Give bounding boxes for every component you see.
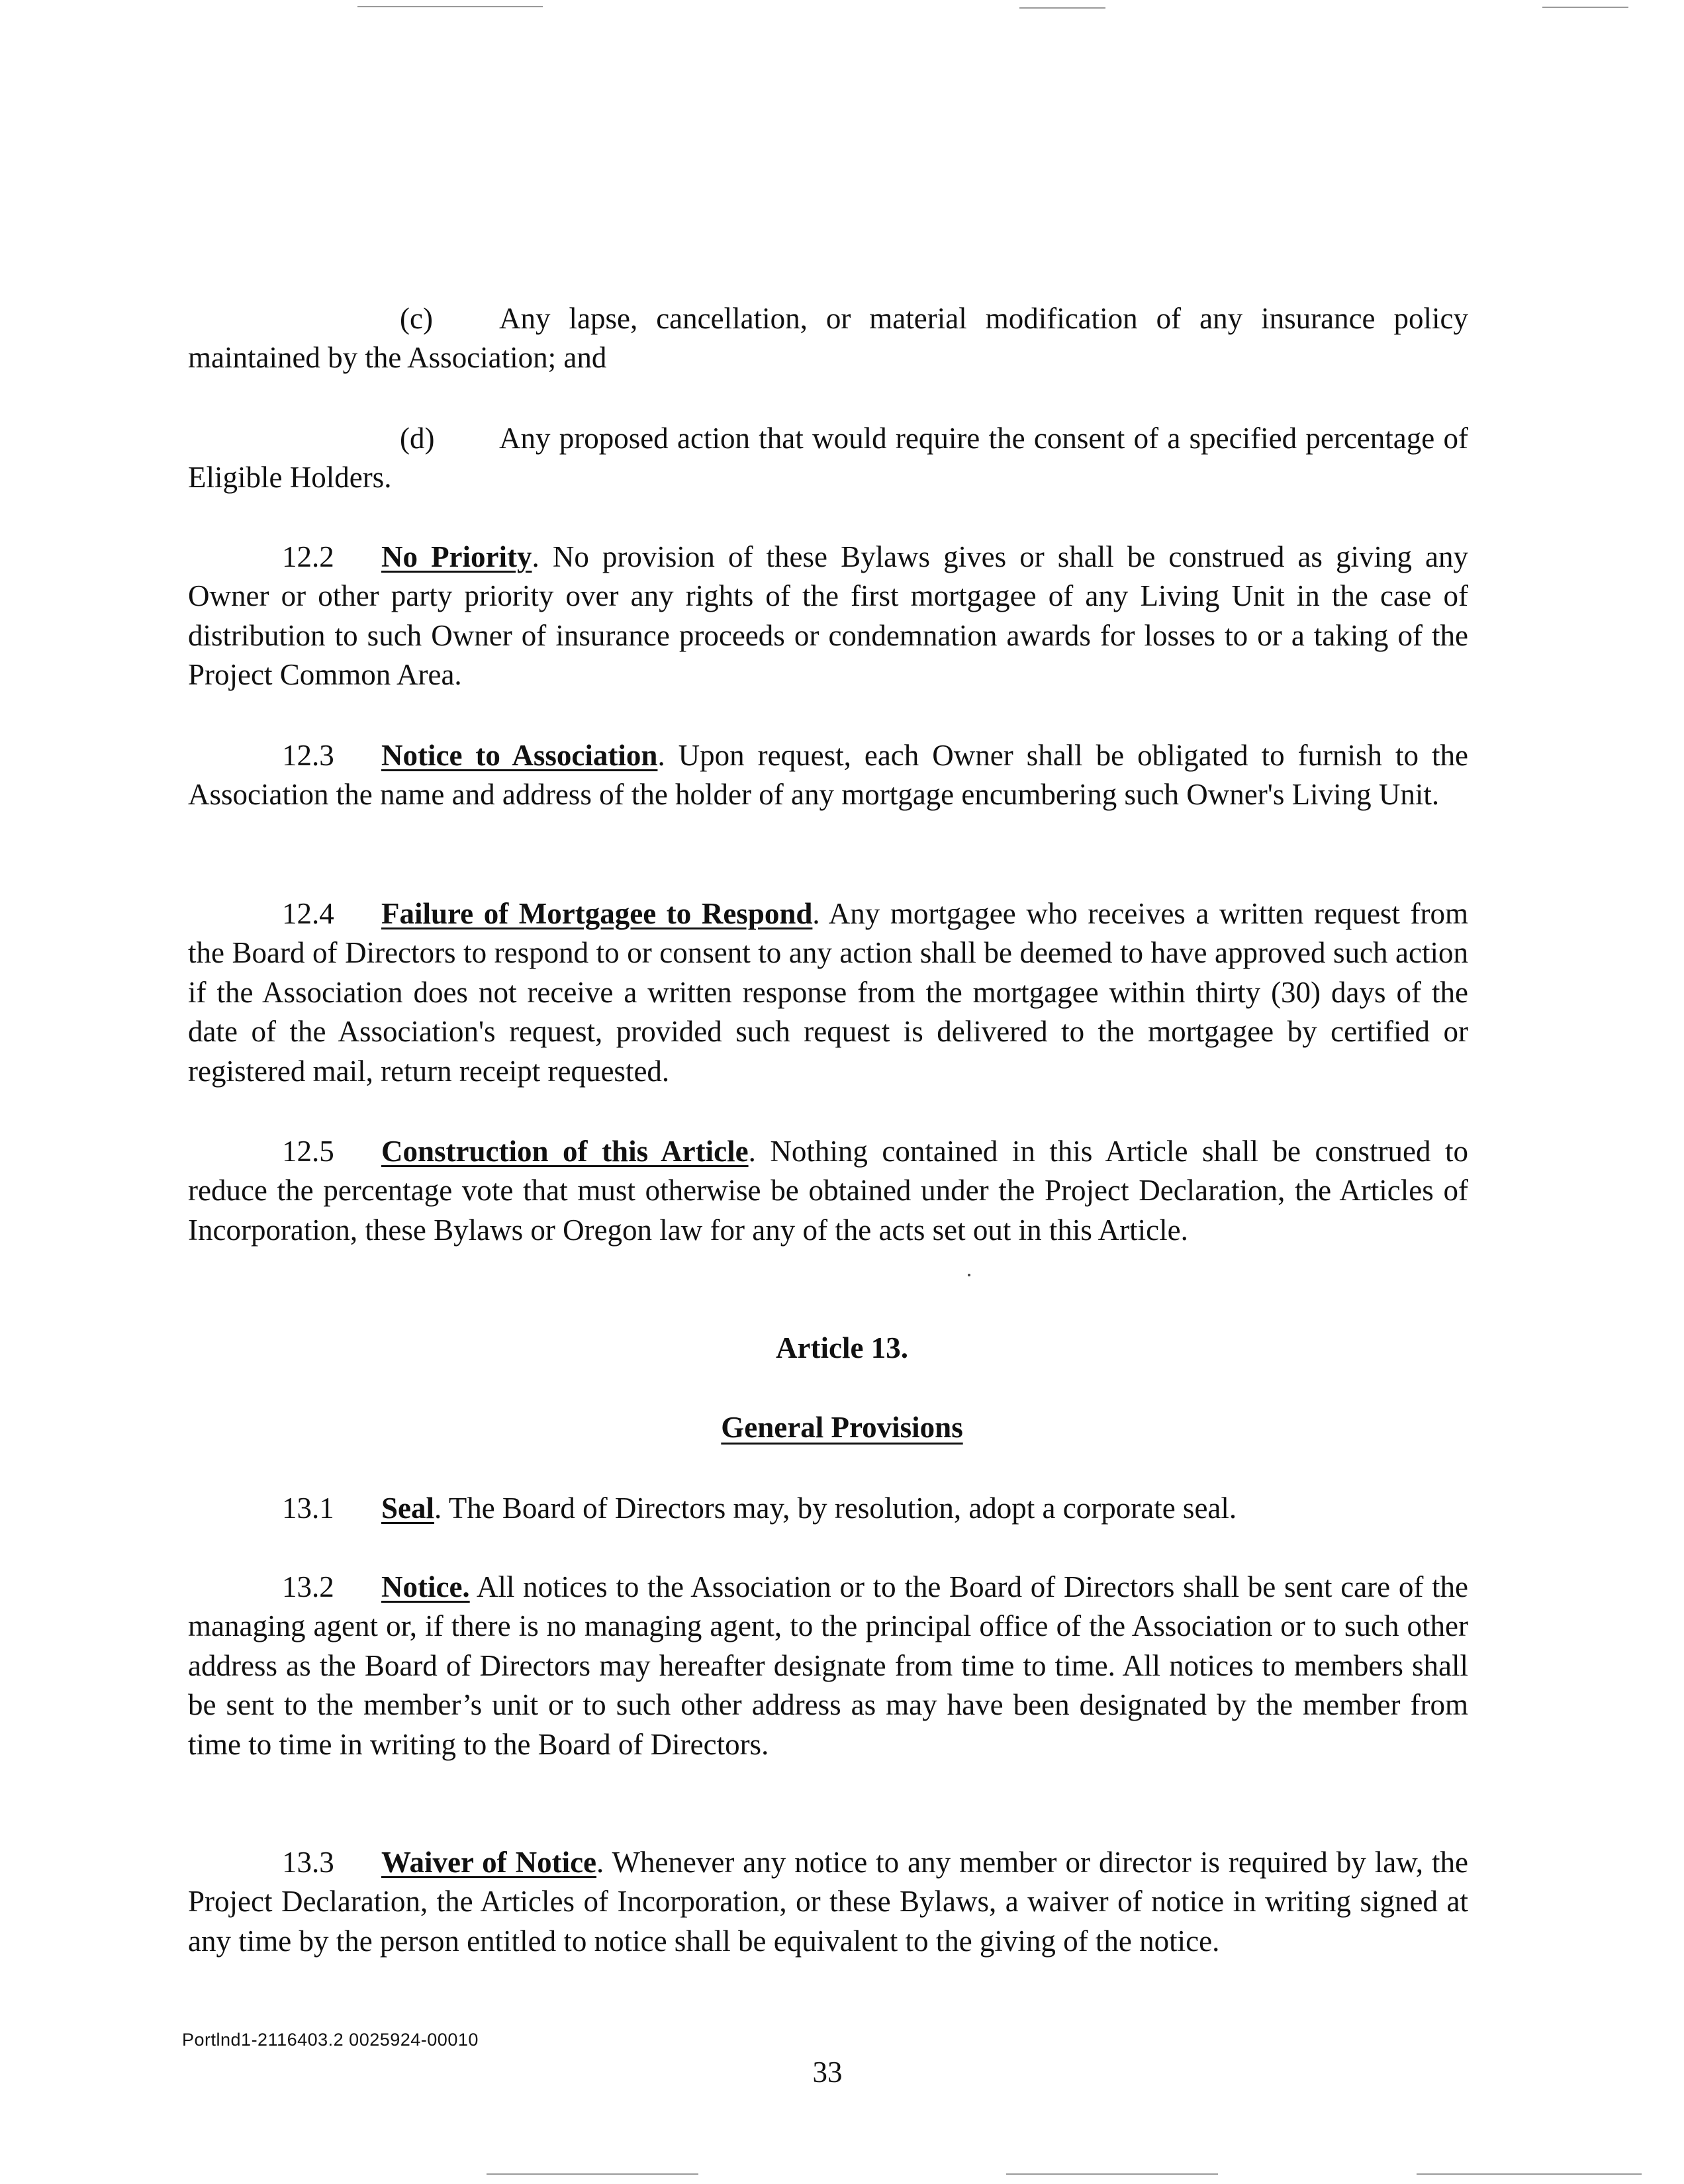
article-title: Article 13. bbox=[776, 1331, 908, 1364]
scan-artifact-top-3 bbox=[1542, 7, 1628, 8]
paragraph-number: (d) bbox=[400, 422, 435, 455]
section-text: . Whenever any notice to any member or director is required by law, the Project Declaration, the Articles of Incorporation, or these Bylaws, a waiver of notice in writing signed at any time by the person entitled to notice shall be equivalent to the giving of the notice. bbox=[188, 1846, 1468, 1958]
section-13-3 bbox=[188, 1843, 1468, 1961]
scan-speck bbox=[968, 1274, 970, 1276]
section-number: 13.2 bbox=[282, 1570, 334, 1603]
section-13-1 bbox=[188, 1489, 1468, 1528]
section-number: 12.5 bbox=[282, 1135, 334, 1168]
section-12-4 bbox=[188, 894, 1468, 1091]
section-text: . Any mortgagee who receives a written request from the Board of Directors to respond to or consent to any action shall be deemed to have approved such action if the Association does not receive a written response from the mortgagee within thirty (30) days of the date of the Association's request, provided such request is delivered to the mortgagee by certified or registered mail, return receipt requested. bbox=[188, 897, 1468, 1088]
section-heading: Failure of Mortgagee to Respond bbox=[381, 897, 813, 930]
section-number: 12.3 bbox=[282, 739, 334, 772]
section-12-5 bbox=[188, 1132, 1468, 1250]
section-heading: No Priority bbox=[381, 540, 532, 573]
paragraph-number: (c) bbox=[400, 302, 433, 335]
scan-artifact-bottom-1 bbox=[487, 2173, 698, 2175]
section-heading: Seal bbox=[381, 1492, 435, 1525]
paragraph-d bbox=[188, 419, 1468, 498]
section-heading: Notice. bbox=[381, 1570, 470, 1603]
scan-artifact-bottom-3 bbox=[1417, 2173, 1642, 2175]
section-number: 13.1 bbox=[282, 1492, 334, 1525]
scan-artifact-bottom-2 bbox=[1006, 2173, 1218, 2175]
paragraph-text: Any lapse, cancellation, or material modification of any insurance policy maintained by the Association; and bbox=[188, 302, 1468, 375]
section-number: 12.4 bbox=[282, 897, 334, 930]
scan-artifact-top-2 bbox=[1019, 7, 1105, 9]
footer-document-id: Portlnd1-2116403.2 0025924-00010 bbox=[182, 2030, 479, 2050]
section-12-3 bbox=[188, 736, 1468, 815]
section-text: . No provision of these Bylaws gives or shall be construed as giving any Owner or other party priority over any rights of the first mortgagee of any Living Unit in the case of distribution to such Owner of insurance proceeds or condemnation awards for losses to or a taking of the Project Common Area. bbox=[188, 540, 1469, 692]
scan-artifact-top-1 bbox=[357, 6, 543, 7]
paragraph-c bbox=[188, 299, 1468, 378]
section-heading: Waiver of Notice bbox=[381, 1846, 597, 1879]
section-text: . Nothing contained in this Article shall be construed to reduce the percentage vote that must otherwise be obtained under the Project Declaration, the Articles of Incorporation, these Bylaws or Oregon law for any of the acts set out in this Article. bbox=[188, 1135, 1469, 1247]
page-number: 33 bbox=[812, 2056, 843, 2089]
section-heading: Notice to Association bbox=[381, 739, 658, 772]
article-subtitle-text: General Provisions bbox=[721, 1411, 963, 1444]
section-number: 12.2 bbox=[282, 540, 334, 573]
section-12-2 bbox=[188, 538, 1468, 695]
paragraph-text: Any proposed action that would require the consent of a specified percentage of Eligible Holders. bbox=[188, 422, 1468, 495]
section-13-2 bbox=[188, 1568, 1468, 1764]
section-text: . Upon request, each Owner shall be obligated to furnish to the Association the name and address of the holder of any mortgage encumbering such Owner's Living Unit. bbox=[188, 739, 1469, 812]
section-text: . The Board of Directors may, by resolution, adopt a corporate seal. bbox=[434, 1492, 1237, 1525]
section-text: All notices to the Association or to the Board of Directors shall be sent care of the managing agent or, if there is no managing agent, to the principal office of the Association or to such other address as the Board of Directors may hereafter designate from time to time. All notices to members shall be sent to the member’s unit or to such other address as may have been designated by the member from time to time in writing to the Board of Directors. bbox=[188, 1570, 1468, 1761]
section-number: 13.3 bbox=[282, 1846, 334, 1879]
article-subtitle bbox=[0, 1410, 1684, 1445]
section-heading: Construction of this Article bbox=[381, 1135, 749, 1168]
